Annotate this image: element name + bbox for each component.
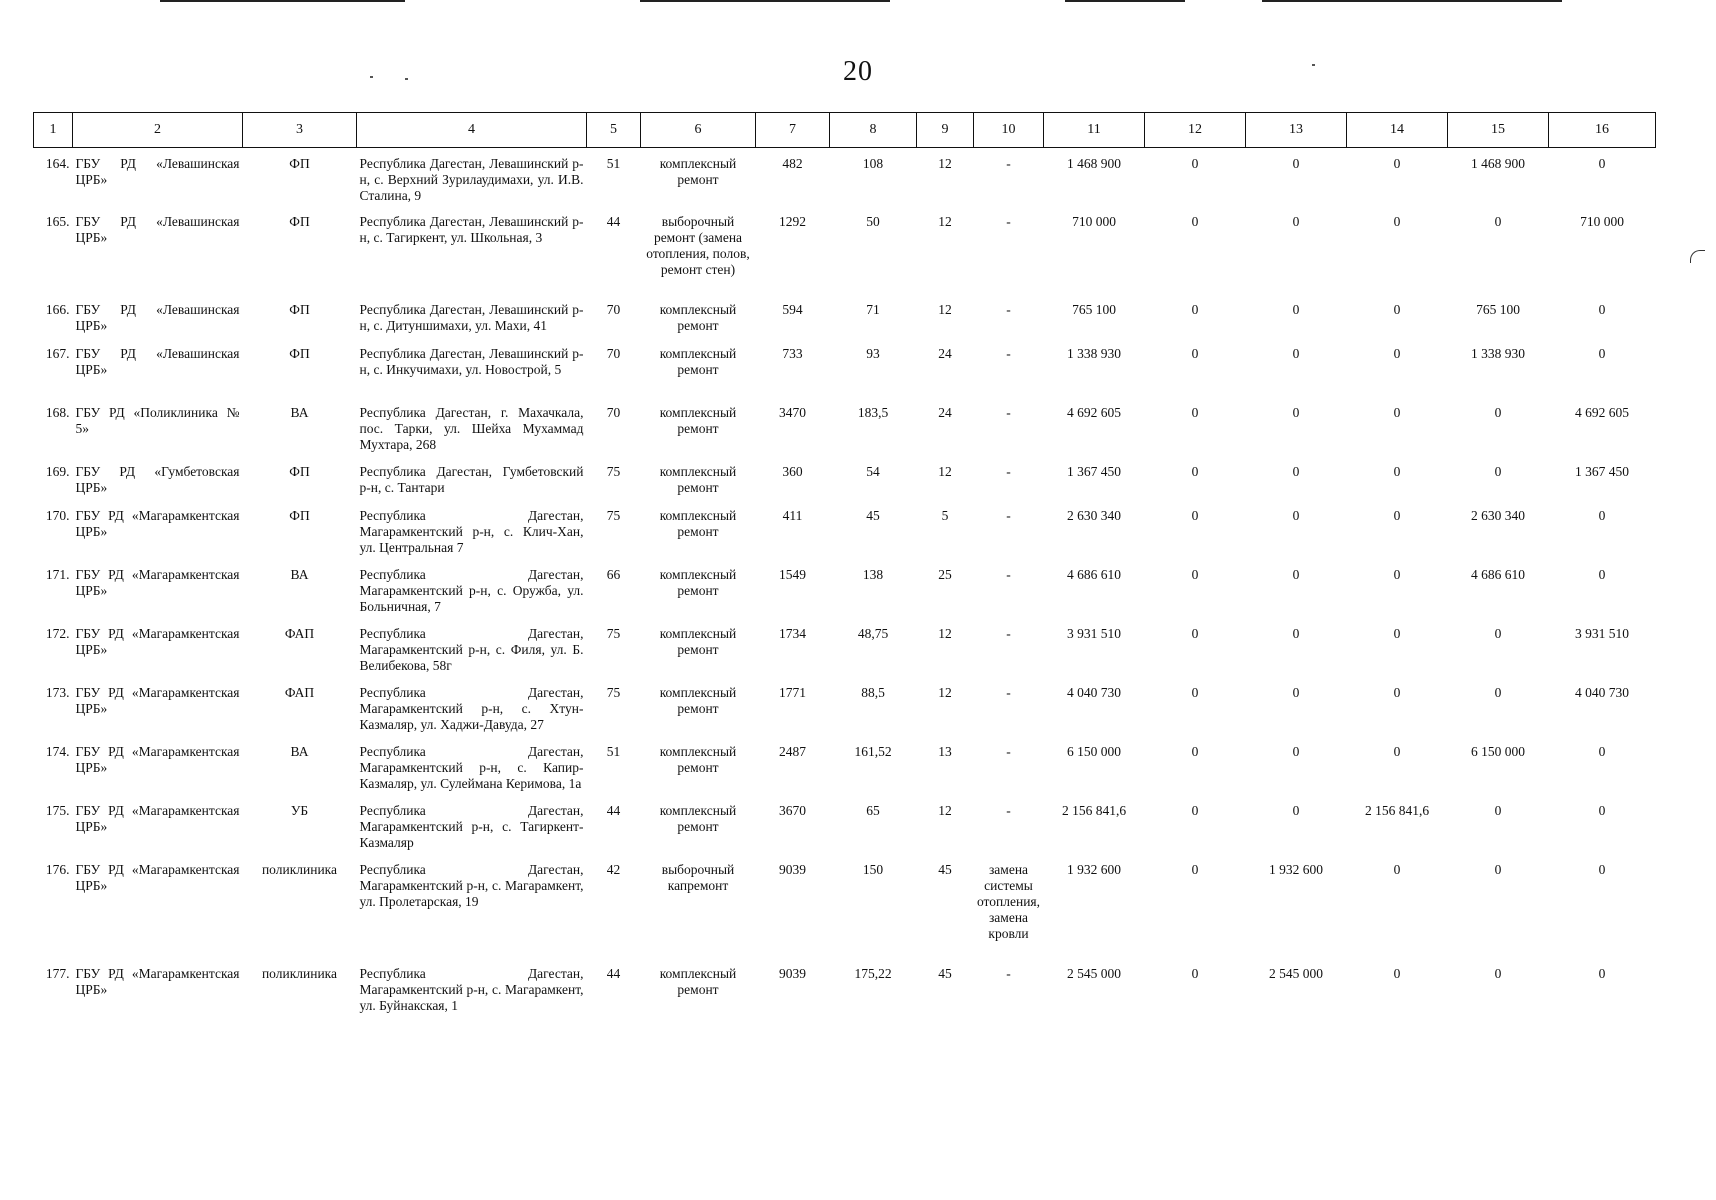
col-9-value: 5 [941, 507, 949, 523]
col-16-amount: 1 367 450 [1575, 463, 1629, 479]
address: Республика Дагестан, Гумбетовский р-н, с. Тантари [359, 463, 584, 495]
column-header-5: 5 [587, 113, 641, 148]
institution: ГБУ РД «Магарамкентская ЦРБ» [75, 566, 240, 598]
row-number: 171. [45, 566, 70, 582]
col-7-value: 1292 [779, 213, 806, 229]
institution: ГБУ РД «Магарамкентская ЦРБ» [75, 802, 240, 834]
col-13-amount: 0 [1292, 301, 1300, 317]
col-5-value: 75 [606, 684, 621, 700]
row-number: 165. [45, 213, 70, 229]
col-10-value: - [1006, 301, 1011, 317]
col-11-amount: 765 100 [1072, 301, 1116, 317]
col-10-value: - [1006, 625, 1011, 641]
col-11-amount: 710 000 [1072, 213, 1116, 229]
institution: ГБУ РД «Левашинская ЦРБ» [75, 156, 240, 188]
col-15-amount: 765 100 [1476, 301, 1520, 317]
address: Республика Дагестан, Магарамкентский р-н, с. Магарамкент, ул. Буйнакская, 1 [359, 965, 584, 1013]
row-number: 177. [45, 965, 70, 981]
facility-type: поликлиника [261, 861, 338, 877]
col-15-amount: 1 338 930 [1471, 345, 1525, 361]
table-row [34, 854, 1656, 958]
institution: ГБУ РД «Левашинская ЦРБ» [75, 345, 240, 377]
col-15-amount: 0 [1494, 802, 1502, 818]
col-13-amount: 0 [1292, 213, 1300, 229]
col-15-amount: 0 [1494, 861, 1502, 877]
col-13-amount: 2 545 000 [1269, 965, 1323, 981]
top-edge-rule [1262, 0, 1562, 2]
col-12-amount: 0 [1191, 345, 1199, 361]
col-10-value: - [1006, 404, 1011, 420]
work-type: выборочный ремонт (замена отопления, полов, ремонт стен) [646, 213, 750, 278]
table-row [34, 456, 1656, 500]
work-type: комплексный ремонт [659, 156, 737, 188]
col-9-value: 45 [938, 965, 952, 981]
col-11-amount: 1 338 930 [1067, 345, 1121, 361]
institution: ГБУ РД «Магарамкентская ЦРБ» [75, 861, 240, 893]
col-13-amount: 0 [1292, 684, 1300, 700]
col-9-value: 25 [938, 566, 952, 582]
col-14-amount: 0 [1393, 301, 1401, 317]
row-number: 168. [45, 404, 70, 420]
col-8-value: 108 [862, 156, 884, 171]
col-14-amount: 0 [1393, 156, 1401, 171]
work-type: комплексный ремонт [659, 802, 737, 834]
col-8-value: 65 [866, 802, 880, 818]
col-7-value: 3470 [779, 404, 806, 420]
col-15-amount: 0 [1494, 463, 1502, 479]
col-11-amount: 2 545 000 [1067, 965, 1121, 981]
col-15-amount: 0 [1494, 404, 1502, 420]
col-9-value: 12 [938, 802, 952, 818]
col-15-amount: 0 [1494, 965, 1502, 981]
col-13-amount: 0 [1292, 802, 1300, 818]
col-10-value: - [1006, 802, 1011, 818]
margin-pen-mark [1690, 250, 1705, 263]
col-12-amount: 0 [1191, 463, 1199, 479]
col-8-value: 138 [862, 566, 884, 582]
top-edge-rule [160, 0, 405, 2]
col-5-value: 75 [606, 463, 621, 479]
table-row [34, 618, 1656, 677]
col-8-value: 161,52 [854, 743, 892, 759]
col-7-value: 2487 [779, 743, 806, 759]
col-7-value: 3670 [779, 802, 806, 818]
col-7-value: 733 [782, 345, 803, 361]
institution: ГБУ РД «Левашинская ЦРБ» [75, 301, 240, 333]
col-11-amount: 3 931 510 [1067, 625, 1121, 641]
address: Республика Дагестан, Левашинский р-н, с. Тагиркент, ул. Школьная, 3 [359, 213, 584, 245]
col-9-value: 12 [938, 301, 952, 317]
table-row [34, 677, 1656, 736]
address: Республика Дагестан, Магарамкентский р-н, с. Магарамкент, ул. Пролетарская, 19 [359, 861, 584, 909]
col-9-value: 24 [938, 345, 952, 361]
col-15-amount: 0 [1494, 625, 1502, 641]
col-11-amount: 4 040 730 [1067, 684, 1121, 700]
col-5-value: 42 [606, 861, 621, 877]
row-number: 170. [45, 507, 70, 523]
institution: ГБУ РД «Левашинская ЦРБ» [75, 213, 240, 245]
col-16-amount: 0 [1598, 507, 1606, 523]
col-15-amount: 1 468 900 [1471, 156, 1525, 171]
table-row [34, 795, 1656, 854]
col-9-value: 45 [938, 861, 952, 877]
facility-type: ФП [289, 213, 310, 229]
col-10-value: - [1006, 507, 1011, 523]
column-header-2: 2 [73, 113, 243, 148]
column-header-14: 14 [1347, 113, 1448, 148]
facility-type: ВА [290, 566, 309, 582]
col-8-value: 54 [866, 463, 880, 479]
work-type: комплексный ремонт [659, 301, 737, 333]
col-10-value: - [1006, 156, 1011, 171]
facility-type: ФП [289, 463, 310, 479]
col-5-value: 44 [606, 213, 621, 229]
col-7-value: 1771 [779, 684, 806, 700]
table-row [34, 958, 1656, 1018]
col-5-value: 44 [606, 802, 621, 818]
col-7-value: 411 [782, 507, 803, 523]
institution: ГБУ РД «Магарамкентская ЦРБ» [75, 684, 240, 716]
col-9-value: 12 [938, 463, 952, 479]
col-16-amount: 4 040 730 [1575, 684, 1629, 700]
row-number: 176. [45, 861, 70, 877]
work-type: комплексный ремонт [659, 684, 737, 716]
col-8-value: 45 [866, 507, 880, 523]
row-number: 169. [45, 463, 70, 479]
col-10-value: - [1006, 566, 1011, 582]
col-5-value: 75 [606, 625, 621, 641]
institution: ГБУ РД «Магарамкентская ЦРБ» [75, 507, 240, 539]
table-row [34, 500, 1656, 559]
work-type: комплексный ремонт [659, 965, 737, 997]
col-12-amount: 0 [1191, 507, 1199, 523]
col-13-amount: 0 [1292, 566, 1300, 582]
col-11-amount: 2 630 340 [1067, 507, 1121, 523]
col-12-amount: 0 [1191, 684, 1199, 700]
address: Республика Дагестан, Левашинский р-н, с. Инкучимахи, ул. Новострой, 5 [359, 345, 584, 377]
col-14-amount: 0 [1393, 965, 1401, 981]
col-5-value: 75 [606, 507, 621, 523]
work-type: комплексный ремонт [659, 463, 737, 495]
table-row [34, 338, 1656, 397]
col-8-value: 88,5 [861, 684, 885, 700]
col-12-amount: 0 [1191, 156, 1199, 171]
address: Республика Дагестан, Левашинский р-н, с. Верхний Зурилаудимахи, ул. И.В. Сталина, 9 [359, 156, 584, 204]
col-14-amount: 0 [1393, 463, 1401, 479]
col-10-value: - [1006, 965, 1011, 981]
col-16-amount: 0 [1598, 345, 1606, 361]
work-type: комплексный ремонт [659, 345, 737, 377]
col-11-amount: 1 367 450 [1067, 463, 1121, 479]
work-type: комплексный ремонт [659, 625, 737, 657]
facility-type: ФП [289, 301, 310, 317]
column-header-12: 12 [1145, 113, 1246, 148]
col-14-amount: 0 [1393, 861, 1401, 877]
column-header-6: 6 [641, 113, 756, 148]
col-14-amount: 0 [1393, 625, 1401, 641]
col-5-value: 44 [606, 965, 621, 981]
col-14-amount: 0 [1393, 213, 1401, 229]
col-13-amount: 0 [1292, 404, 1300, 420]
col-16-amount: 0 [1598, 566, 1606, 582]
col-14-amount: 0 [1393, 684, 1401, 700]
repair-register-table [33, 112, 1656, 1018]
facility-type: ФАП [284, 625, 315, 641]
col-12-amount: 0 [1191, 861, 1199, 877]
col-9-value: 12 [938, 684, 952, 700]
col-13-amount: 0 [1292, 463, 1300, 479]
institution: ГБУ РД «Поликлиника № 5» [75, 404, 240, 436]
col-8-value: 71 [866, 301, 880, 317]
col-11-amount: 1 468 900 [1067, 156, 1121, 171]
top-edge-rule [1065, 0, 1185, 2]
col-16-amount: 4 692 605 [1575, 404, 1629, 420]
column-header-3: 3 [243, 113, 357, 148]
address: Республика Дагестан, Магарамкентский р-н, с. Клич-Хан, ул. Центральная 7 [359, 507, 584, 555]
work-type: комплексный ремонт [659, 566, 737, 598]
address: Республика Дагестан, Левашинский р-н, с. Дитуншимахи, ул. Махи, 41 [359, 301, 584, 333]
column-header-13: 13 [1246, 113, 1347, 148]
col-7-value: 360 [782, 463, 803, 479]
column-number-row [34, 113, 1656, 148]
col-13-amount: 1 932 600 [1269, 861, 1323, 877]
col-16-amount: 0 [1598, 802, 1606, 818]
facility-type: поликлиника [261, 965, 338, 981]
col-10-value: - [1006, 213, 1011, 229]
col-11-amount: 4 692 605 [1067, 404, 1121, 420]
col-12-amount: 0 [1191, 404, 1199, 420]
institution: ГБУ РД «Магарамкентская ЦРБ» [75, 743, 240, 775]
col-13-amount: 0 [1292, 625, 1300, 641]
col-15-amount: 0 [1494, 213, 1502, 229]
col-11-amount: 4 686 610 [1067, 566, 1121, 582]
col-15-amount: 2 630 340 [1471, 507, 1525, 523]
col-7-value: 482 [782, 156, 803, 171]
col-5-value: 70 [606, 404, 621, 420]
col-16-amount: 0 [1598, 743, 1606, 759]
col-14-amount: 0 [1393, 743, 1401, 759]
col-8-value: 175,22 [854, 965, 892, 981]
page-number: 20 [843, 56, 873, 87]
address: Республика Дагестан, Магарамкентский р-н, с. Тагиркент-Казмаляр [359, 802, 584, 850]
col-7-value: 9039 [779, 965, 806, 981]
col-10-value: - [1006, 345, 1011, 361]
facility-type: УБ [290, 802, 309, 818]
col-5-value: 51 [606, 743, 621, 759]
row-number: 166. [45, 301, 70, 317]
col-11-amount: 6 150 000 [1067, 743, 1121, 759]
col-7-value: 1549 [779, 566, 806, 582]
work-type: комплексный ремонт [659, 507, 737, 539]
table-body [34, 148, 1656, 1018]
work-type: выборочный капремонт [661, 861, 735, 893]
col-5-value: 51 [606, 156, 621, 171]
col-16-amount: 0 [1598, 301, 1606, 317]
col-13-amount: 0 [1292, 743, 1300, 759]
col-14-amount: 0 [1393, 566, 1401, 582]
address: Республика Дагестан, Магарамкентский р-н, с. Капир-Казмаляр, ул. Сулеймана Керимова, 1а [359, 743, 584, 791]
col-10-value: - [1006, 743, 1011, 759]
col-12-amount: 0 [1191, 743, 1199, 759]
row-number: 174. [45, 743, 70, 759]
institution: ГБУ РД «Магарамкентская ЦРБ» [75, 965, 240, 997]
column-header-1: 1 [34, 113, 73, 148]
row-number: 175. [45, 802, 70, 818]
col-8-value: 48,75 [857, 625, 889, 641]
col-11-amount: 1 932 600 [1067, 861, 1121, 877]
top-edge-rule [640, 0, 890, 2]
address: Республика Дагестан, Магарамкентский р-н, с. Хтун-Казмаляр, ул. Хаджи-Давуда, 27 [359, 684, 584, 732]
col-10-value: - [1006, 463, 1011, 479]
col-7-value: 9039 [779, 861, 806, 877]
col-14-amount: 0 [1393, 507, 1401, 523]
facility-type: ВА [290, 404, 309, 420]
col-8-value: 150 [862, 861, 884, 877]
column-header-4: 4 [357, 113, 587, 148]
row-number: 167. [45, 345, 70, 361]
institution: ГБУ РД «Гумбетовская ЦРБ» [75, 463, 240, 495]
col-10-value: замена системы отопления, замена кровли [976, 861, 1041, 942]
col-16-amount: 710 000 [1580, 213, 1624, 229]
facility-type: ФП [289, 507, 310, 523]
work-type: комплексный ремонт [659, 404, 737, 436]
col-16-amount: 0 [1598, 965, 1606, 981]
col-16-amount: 0 [1598, 861, 1606, 877]
table-row [34, 736, 1656, 795]
row-number: 173. [45, 684, 70, 700]
col-12-amount: 0 [1191, 802, 1199, 818]
col-16-amount: 0 [1598, 156, 1606, 171]
row-number: 164. [45, 156, 70, 171]
col-5-value: 66 [606, 566, 621, 582]
col-8-value: 50 [866, 213, 880, 229]
col-12-amount: 0 [1191, 301, 1199, 317]
column-header-7: 7 [756, 113, 830, 148]
facility-type: ФП [289, 345, 310, 361]
col-10-value: - [1006, 684, 1011, 700]
col-9-value: 13 [938, 743, 952, 759]
table-row [34, 559, 1656, 618]
col-8-value: 93 [866, 345, 880, 361]
col-11-amount: 2 156 841,6 [1061, 802, 1127, 818]
col-14-amount: 0 [1393, 345, 1401, 361]
address: Республика Дагестан, Магарамкентский р-н, с. Оружба, ул. Больничная, 7 [359, 566, 584, 614]
column-header-15: 15 [1448, 113, 1549, 148]
col-5-value: 70 [606, 301, 621, 317]
col-12-amount: 0 [1191, 213, 1199, 229]
facility-type: ВА [290, 743, 309, 759]
col-16-amount: 3 931 510 [1575, 625, 1629, 641]
col-5-value: 70 [606, 345, 621, 361]
column-header-10: 10 [974, 113, 1044, 148]
col-14-amount: 0 [1393, 404, 1401, 420]
table-header [34, 113, 1656, 148]
col-15-amount: 6 150 000 [1471, 743, 1525, 759]
institution: ГБУ РД «Магарамкентская ЦРБ» [75, 625, 240, 657]
col-7-value: 1734 [779, 625, 806, 641]
work-type: комплексный ремонт [659, 743, 737, 775]
column-header-16: 16 [1549, 113, 1656, 148]
table-row [34, 148, 1656, 206]
col-9-value: 24 [938, 404, 952, 420]
col-12-amount: 0 [1191, 625, 1199, 641]
column-header-11: 11 [1044, 113, 1145, 148]
col-13-amount: 0 [1292, 156, 1300, 171]
col-15-amount: 0 [1494, 684, 1502, 700]
col-12-amount: 0 [1191, 965, 1199, 981]
facility-type: ФАП [284, 684, 315, 700]
col-7-value: 594 [782, 301, 803, 317]
col-9-value: 12 [938, 156, 952, 171]
row-number: 172. [45, 625, 70, 641]
column-header-9: 9 [917, 113, 974, 148]
column-header-8: 8 [830, 113, 917, 148]
col-12-amount: 0 [1191, 566, 1199, 582]
table-row [34, 206, 1656, 294]
col-9-value: 12 [938, 213, 952, 229]
facility-type: ФП [289, 156, 310, 171]
address: Республика Дагестан, Магарамкентский р-н, с. Филя, ул. Б. Велибекова, 58г [359, 625, 584, 673]
col-9-value: 12 [938, 625, 952, 641]
col-13-amount: 0 [1292, 345, 1300, 361]
address: Республика Дагестан, г. Махачкала, пос. Тарки, ул. Шейха Мухаммад Мухтара, 268 [359, 404, 584, 452]
col-15-amount: 4 686 610 [1471, 566, 1525, 582]
col-8-value: 183,5 [857, 404, 889, 420]
table-row [34, 294, 1656, 338]
col-14-amount: 2 156 841,6 [1364, 802, 1430, 818]
table-row [34, 397, 1656, 456]
col-13-amount: 0 [1292, 507, 1300, 523]
